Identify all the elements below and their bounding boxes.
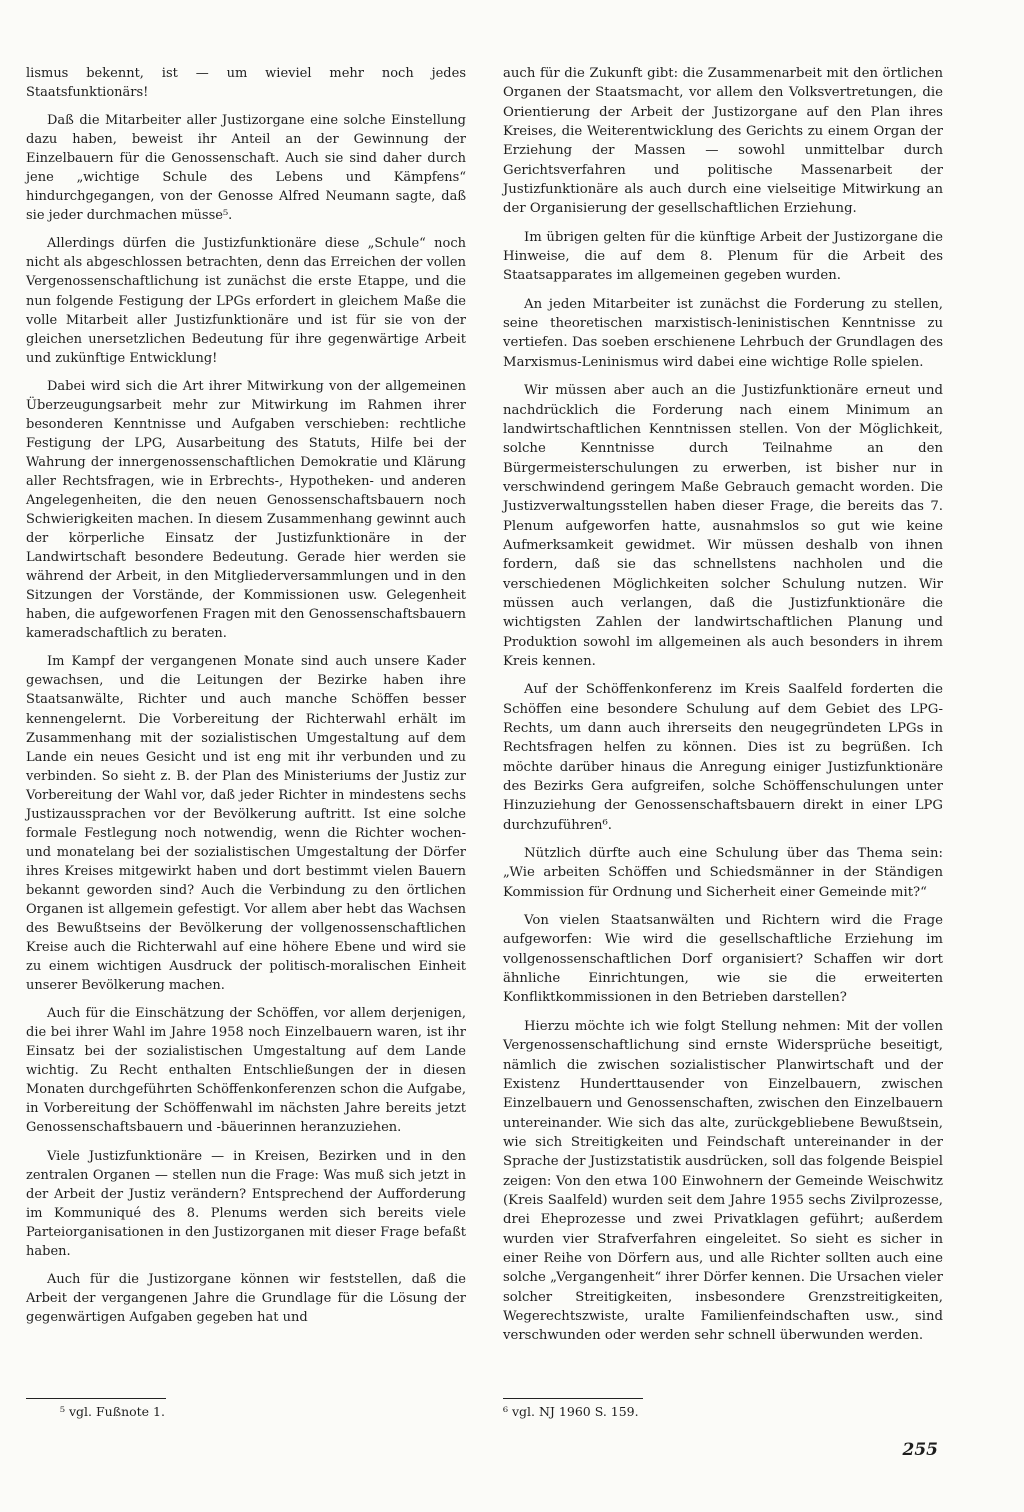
paragraph: Im Kampf der vergangenen Monate sind auch unsere Kader gewachsen, und die Leitungen der Bezirke haben ihre Staatsanwälte, Richter und auch manche Schöffen besser kennengelernt. Die Vorbereitung der Richterwahl erhält im Zusammenhang mit der sozialistischen Umgestaltung auf dem Lande ein neues Gesicht und ist eng mit ihr verbunden und zu verbinden. So sieht z. B. der Plan des Ministeriums der Justiz zur Vorbereitung der Wahl vor, daß jeder Richter in mindestens sechs Justizaussprachen vor der Bevölkerung auftritt. Ist eine solche formale Festlegung noch notwendig, wenn die Richter wochen- und monatelang bei der sozialistischen Umgestaltung der Dörfer ihres Kreises mitgewirkt haben und dort bestimmt vielen Bauern bekannt geworden sind? Auch die Verbindung zu den örtlichen Organen ist allgemein gefestigt. Vor allem aber hebt das Wachsen des Bewußtseins der Bevölkerung der vollgenossenschaftlichen Kreise auch die Richterwahl auf eine höhere Ebene und wird sie zu einem wichtigen Ausdruck der politisch-moralischen Einheit unserer Bevölkerung machen. (26, 654, 466, 994)
paragraph: Auf der Schöffenkonferenz im Kreis Saalfeld forderten die Schöffen eine besondere Schulung auf dem Gebiet des LPG-Rechts, um dann auch ihrerseits den neugegründeten LPGs in Rechtsfragen helfen zu können. Dies ist zu begrüßen. Ich möchte darüber hinaus die Anregung einiger Justizfunktionäre des Bezirks Gera aufgreifen, solche Schöffenschulungen unter Hinzuziehung der Genossenschaftsbauern direkt in einer LPG durchzuführen⁶. (503, 682, 943, 833)
paragraph: Nützlich dürfte auch eine Schulung über das Thema sein: „Wie arbeiten Schöffen und Schiedsmänner in der Ständigen Kommission für Ordnung und Sicherheit einer Gemeinde mit?“ (503, 846, 943, 900)
footnote-5: ⁵ vgl. Fußnote 1. (60, 1404, 165, 1419)
paragraph: Auch für die Justizorgane können wir feststellen, daß die Arbeit der vergangenen Jahre die Grundlage für die Lösung der gegenwärtigen Aufgaben gegeben hat und (26, 1271, 466, 1325)
paragraph: Wir müssen aber auch an die Justizfunktionäre erneut und nachdrücklich die Forderung nach einem Minimum an landwirtschaftlichen Kenntnissen stellen. Von der Möglichkeit, solche Kenntnisse durch Teilnahme an den Bürgermeisterschulungen zu erwerben, ist bisher nur in verschwindend geringem Maße Gebrauch gemacht worden. Die Justizverwaltungsstellen haben dieser Frage, die bereits das 7. Plenum aufgeworfen hatte, ausnahmslos so gut wie keine Aufmerksamkeit gewidmet. Wir müssen deshalb von ihnen fordern, daß sie das schnellstens nachholen und die verschiedenen Möglichkeiten solcher Schulung nutzen. Wir müssen auch verlangen, daß die Justizfunktionäre die wichtigsten Zahlen der landwirtschaftlichen Planung und Produktion sowohl im allgemeinen als auch besonders in ihrem Kreis kennen. (503, 383, 943, 669)
paragraph: Im übrigen gelten für die künftige Arbeit der Justizorgane die Hinweise, die auf dem 8. Plenum für die Arbeit des Staatsapparates im allgemeinen gegeben wurden. (503, 229, 943, 284)
page-number: 255 (902, 1440, 938, 1460)
paragraph: lismus bekennt, ist — um wieviel mehr noch jedes Staatsfunktionärs! (26, 66, 466, 101)
paragraph: Viele Justizfunktionäre — in Kreisen, Bezirken und in den zentralen Organen — stellen nun die Frage: Was muß sich jetzt in der Arbeit der Justiz verändern? Entsprechend der Aufforderung im Kommuniqué des 8. Plenums werden sich bereits viele Parteiorganisationen in den Justizorganen mit dieser Frage befaßt haben. (26, 1148, 466, 1259)
paragraph: An jeden Mitarbeiter ist zunächst die Forderung zu stellen, seine theoretischen marxistisch-leninistischen Kenntnisse zu vertiefen. Das soeben erschienene Lehrbuch der Grundlagen des Marxismus-Leninismus wird dabei eine wichtige Rolle spielen. (503, 296, 943, 370)
paragraph: Von vielen Staatsanwälten und Richtern wird die Frage aufgeworfen: Wie wird die gesellschaftliche Erziehung im vollgenossenschaftlichen Dorf organisiert? Schaffen wir dort ähnliche Einrichtungen, wie sie die erweiterten Konfliktkommissionen in den Betrieben darstellen? (503, 913, 943, 1006)
paragraph: auch für die Zukunft gibt: die Zusammenarbeit mit den örtlichen Organen der Staatsmacht, vor allem den Volksvertretungen, die Orientierung der Arbeit der Justizorgane auf den Plan ihres Kreises, die Weiterentwicklung des Gerichts zu einem Organ der Erziehung der Massen — sowohl unmittelbar durch Gerichtsverfahren und politische Massenarbeit der Justizfunktionäre als auch durch eine vielseitige Mitwirkung an der Organisierung der gesellschaftlichen Erziehung. (503, 66, 943, 217)
paragraph: Hierzu möchte ich wie folgt Stellung nehmen: Mit der vollen Vergenossenschaftlichung sind ernste Widersprüche beseitigt, nämlich die zwischen sozialistischer Planwirtschaft und der Existenz Hunderttausender von Einzelbauern, zwischen Einzelbauern und Genossenschaften, zwischen den Einzelbauern untereinander. Wie sich das alte, zurückgebliebene Bewußtsein, wie sich Streitigkeiten und Feindschaft untereinander in der Sprache der Justizstatistik ausdrücken, soll das folgende Beispiel zeigen: Von den etwa 100 Einwohnern der Gemeinde Weischwitz (Kreis Saalfeld) wurden seit dem Jahre 1955 sechs Zivilprozesse, drei Eheprozesse und zwei Privatklagen geführt; außerdem wurden vier Strafverfahren eingeleitet. So sieht es sicher in einer Reihe von Dörfern aus, und alle Richter sollten auch eine solche „Vergangenheit“ ihrer Dörfer kennen. Die Ursachen vieler solcher Streitigkeiten, insbesondere Grenzstreitigkeiten, Wegerechtszwiste, uralte Familienfeindschaften usw., sind verschwunden oder werden sehr schnell überwunden werden. (503, 1018, 943, 1344)
paragraph: Dabei wird sich die Art ihrer Mitwirkung von der allgemeinen Überzeugungsarbeit mehr zur Mitwirkung im Rahmen ihrer besonderen Kenntnisse und Aufgaben verschieben: rechtliche Festigung der LPG, Ausarbeitung des Statuts, Hilfe bei der Wahrung der innergenossenschaftlichen Demokratie und Klärung aller Rechtsfragen, wie in Erbrechts-, Hypotheken- und anderen Angelegenheiten, die den neuen Genossenschaftsbauern noch Schwierigkeiten machen. In diesem Zusammenhang gewinnt auch der körperliche Einsatz der Justizfunktionäre in der Landwirtschaft besondere Bedeutung. Gerade hier werden sie während der Arbeit, in den Mitgliederversammlungen und in den Sitzungen der Vorstände, der Kommissionen usw. Gelegenheit haben, die aufgeworfenen Fragen mit den Genossenschaftsbauern kameradschaftlich zu beraten. (26, 378, 466, 642)
paragraph: Auch für die Einschätzung der Schöffen, vor allem derjenigen, die bei ihrer Wahl im Jahre 1958 noch Einzelbauern waren, ist ihr Einsatz bei der sozialistischen Umgestaltung auf dem Lande wichtig. Zu Recht enthalten Entschließungen der in diesen Monaten durchgeführten Schöffenkonferenzen schon die Aufgabe, in Vorbereitung der Schöffenwahl im nächsten Jahre bereits jetzt Genossenschaftsbauern und -bäuerinnen heranzuziehen. (26, 1006, 466, 1136)
footnote-6: ⁶ vgl. NJ 1960 S. 159. (503, 1404, 639, 1419)
paragraph: Daß die Mitarbeiter aller Justizorgane eine solche Einstellung dazu haben, beweist ihr Anteil an der Gewinnung der Einzelbauern für die Genossenschaft. Auch sie sind daher durch jene „wichtige Schule des Lebens und Kämpfens“ hindurchgegangen, von der Genosse Alfred Neumann sagte, daß sie jeder durchmachen müsse⁵. (26, 113, 466, 224)
paragraph: Allerdings dürfen die Justizfunktionäre diese „Schule“ noch nicht als abgeschlossen betrachten, denn das Erreichen der vollen Vergenossenschaftlichung ist zunächst die erste Etappe, und die nun folgende Festigung der LPGs erfordert in gleichem Maße die volle Mitarbeit aller Justizfunktionäre und ist für sie von der gleichen unersetzlichen Bedeutung für ihre gegenwärtige Arbeit und zukünftige Entwicklung! (26, 236, 466, 366)
footnote-rule (26, 1398, 166, 1399)
left-text-column (26, 64, 466, 1336)
right-text-column (503, 64, 943, 1355)
footnote-rule (503, 1398, 643, 1399)
